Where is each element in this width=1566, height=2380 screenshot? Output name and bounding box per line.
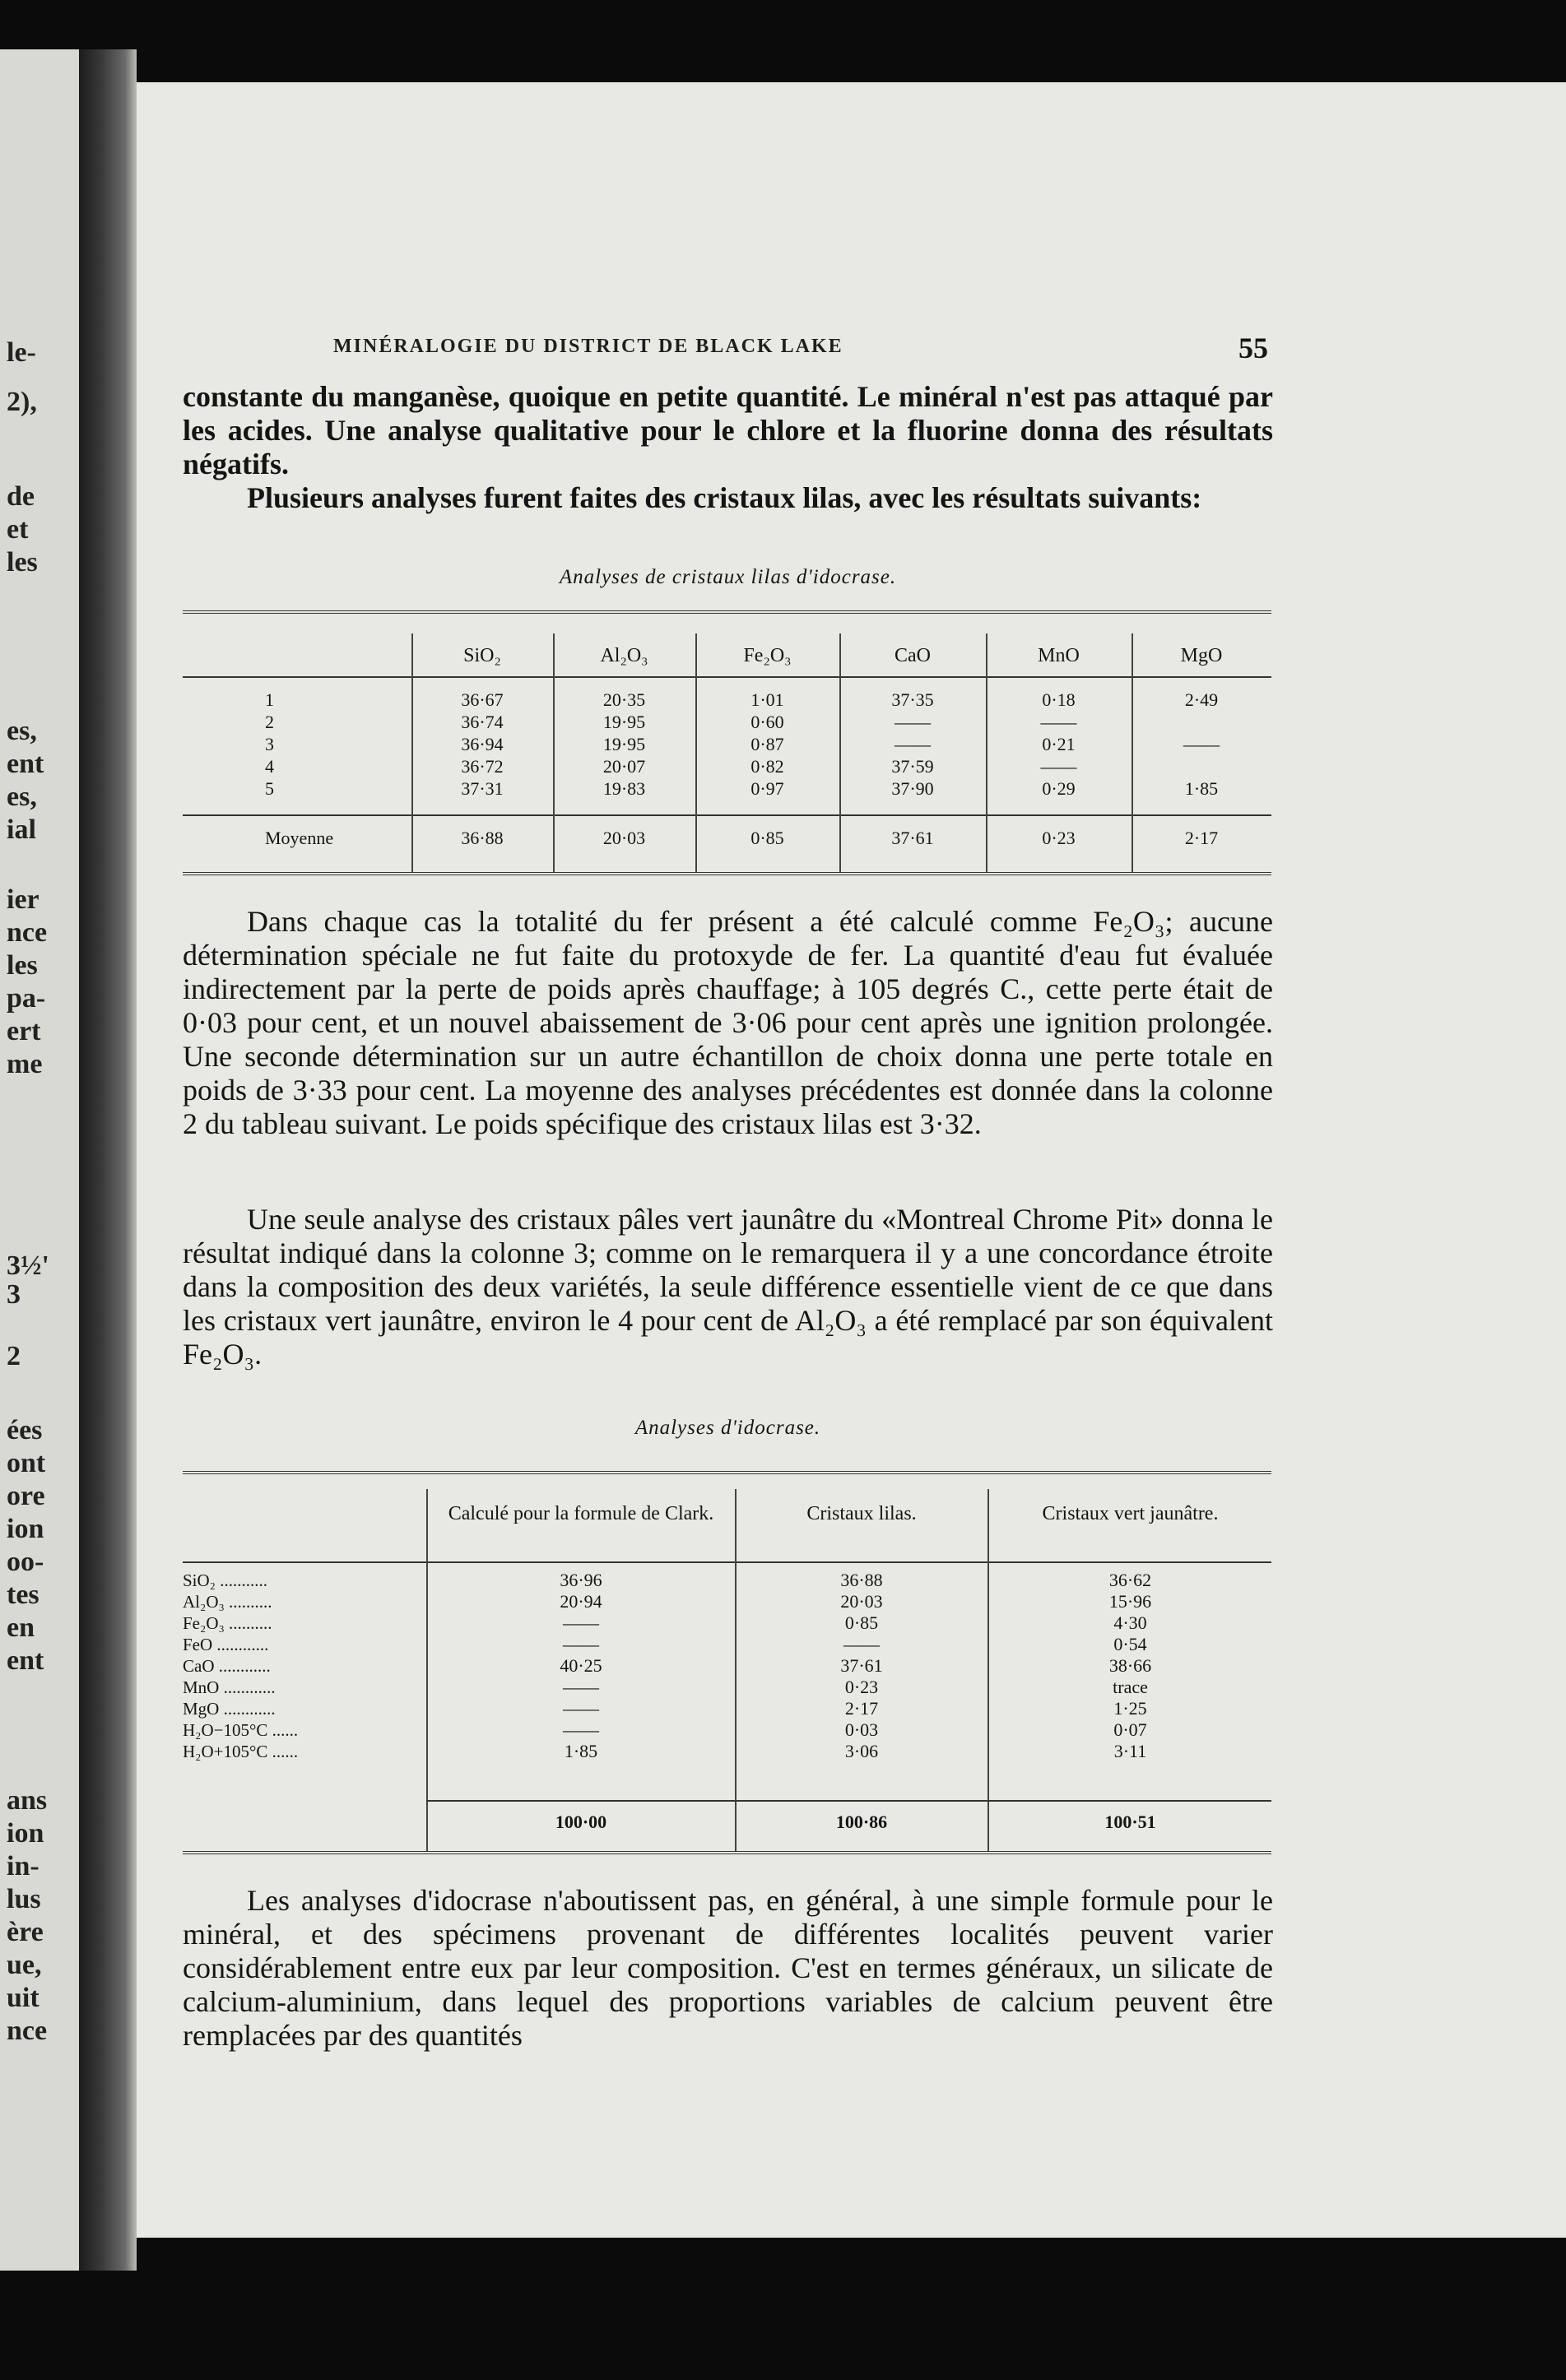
table1-cell: 20·35: [602, 689, 646, 710]
table1-mean-cell: 20·03: [602, 828, 646, 848]
facing-page-fragment: ion: [7, 1514, 44, 1544]
table1-header-cell: MnO: [1038, 645, 1080, 666]
paragraph-2: Plusieurs analyses furent faites des cristaux lilas, avec les résultats suivants:: [247, 481, 1202, 514]
table1-bottom-rule: [183, 872, 1271, 875]
facing-page-fragment: en: [7, 1612, 35, 1643]
table1-cell: ——: [1040, 712, 1077, 732]
table1-cell: 19·95: [602, 734, 646, 754]
facing-page-fragment: es,: [7, 782, 37, 812]
table1-cell: 20·07: [602, 756, 646, 777]
table1-cell: 19·95: [602, 712, 646, 732]
table1-cell: 1·85: [1184, 778, 1219, 799]
paragraph-5: Les analyses d'idocrase n'aboutissent pas, en général, à une simple formule pour le minéral, et des spécimens provenant de différentes localités peuvent varier considérablement entre eux par leur composition. C'est en termes généraux, un silicate de calcium-aluminium, dans lequel des proportions variables de calcium peuvent être remplacées par des quantités: [183, 1884, 1273, 2052]
table2-header-calc: Calculé pour la formule de Clark.: [448, 1503, 714, 1524]
facing-page-fragment: es,: [7, 716, 37, 746]
table2-total-lilas: 100·86: [835, 1812, 888, 1832]
facing-page-fragment: ial: [7, 814, 36, 845]
table1-row-label: 4: [265, 756, 274, 777]
table1-cell: 36·94: [461, 734, 504, 754]
table1-mean-label: Moyenne: [265, 828, 334, 848]
facing-page-fragment: et: [7, 514, 29, 545]
table1-cell: 0·18: [1042, 689, 1076, 710]
book-gutter: [79, 49, 137, 2271]
table1-cell: 0·87: [750, 734, 784, 754]
table1-header-cell: MgO: [1180, 645, 1223, 666]
table1-cell: 1·01: [750, 689, 784, 710]
table2-col-lilas: 36·88 20·03 0·85 —— 37·61 0·23 2·17 0·03 3·06: [840, 1570, 883, 1761]
table1-row-label: 1: [265, 689, 274, 710]
table1-mean-cell: 36·88: [461, 828, 504, 848]
facing-page-fragment: ion: [7, 1818, 44, 1849]
table1-cell: ——: [895, 712, 931, 732]
facing-page-fragment: nce: [7, 2016, 48, 2046]
table1-cell: 2·49: [1184, 689, 1219, 710]
facing-page-fragment: tes: [7, 1580, 39, 1610]
table2-col-vert: 36·62 15·96 4·30 0·54 38·66 trace 1·25 0·07 3·11: [1108, 1570, 1152, 1761]
table1-caption: Analyses de cristaux lilas d'idocrase.: [559, 566, 897, 588]
table1-cell: ——: [1183, 734, 1220, 754]
table1-cell: 0·60: [750, 712, 784, 732]
table1-cell: ——: [895, 734, 931, 754]
facing-page-fragment: me: [7, 1049, 43, 1079]
table1-mean-cell: 2·17: [1184, 828, 1219, 848]
facing-page-fragment: ent: [7, 1645, 44, 1676]
table2-header-lilas: Cristaux lilas.: [806, 1503, 917, 1524]
table2-bottom-rule: [183, 1851, 1271, 1854]
facing-page-fragment: ert: [7, 1016, 41, 1046]
facing-page-edge: [0, 49, 79, 2271]
facing-page-fragment: lus: [7, 1884, 41, 1914]
paragraph-3: Dans chaque cas la totalité du fer présent a été calculé comme Fe₂O₃; aucune détermination spéciale ne fut faite du protoxyde de fer. La quantité d'eau fut évaluée indirectement par la perte de poids après chauffage; à 105 degrés C., cette perte était de 0·03 pour cent, et un nouvel abaissement de 3·06 pour cent après une ignition prolongée. Une seconde détermination sur un autre échantillon de choix donna une perte totale en poids de 3·33 pour cent. La moyenne des analyses précédentes est donnée dans la colonne 2 du tableau suivant. Le poids spécifique des cristaux lilas est 3·32.: [183, 905, 1273, 1140]
facing-page-fragment: oo-: [7, 1547, 44, 1577]
table1-mean-cell: 0·23: [1042, 828, 1076, 848]
table1-mean-cell: 0·85: [750, 828, 784, 848]
facing-page-fragment: de: [7, 481, 35, 512]
table1-row-label: 3: [265, 734, 274, 754]
table1-cell: 37·90: [891, 778, 934, 799]
table1-cell: 0·97: [750, 778, 784, 799]
table1-cell: 0·21: [1042, 734, 1076, 754]
facing-page-fragment: ore: [7, 1481, 45, 1511]
facing-page-fragment: les: [7, 950, 38, 981]
table1-header-cell: Fe₂O₃: [743, 645, 792, 666]
facing-page-fragment: ans: [7, 1785, 48, 1816]
table1-cell: 36·72: [461, 756, 504, 777]
table2-row-labels: SiO₂ ........... Al₂O₃ .......... Fe₂O₃ .......... FeO ............ CaO ............ MnO ............ MgO ............ H₂O−105°C ...... H₂O+105°C ......: [183, 1570, 299, 1761]
facing-page-fragment: ue,: [7, 1950, 42, 1980]
table1-row-label: 2: [265, 712, 274, 732]
table1-row-label: 5: [265, 778, 274, 799]
facing-page-fragment: ées: [7, 1415, 43, 1445]
table2-header-rule: [183, 1561, 1271, 1563]
paragraph-1: constante du manganèse, quoique en petite quantité. Le minéral n'est pas attaqué par les acides. Une analyse qualitative pour le chlore et la fluorine donna des résultats négatifs.: [183, 380, 1273, 480]
table1-cell: 37·31: [461, 778, 504, 799]
running-head: MINÉRALOGIE DU DISTRICT DE BLACK LAKE: [333, 336, 843, 357]
table1-cell: 0·29: [1042, 778, 1076, 799]
facing-page-fragment: nce: [7, 917, 48, 948]
facing-page-fragment: le-: [7, 337, 36, 368]
table1-cell: ——: [1040, 756, 1077, 777]
table2-header-vert: Cristaux vert jaunâtre.: [1042, 1503, 1219, 1524]
facing-page-fragment: ent: [7, 749, 44, 779]
facing-page-fragment: in-: [7, 1851, 39, 1881]
table1-header-cell: Al₂O₃: [600, 645, 648, 666]
facing-page-fragment: les: [7, 547, 38, 578]
table1-cell: 19·83: [602, 778, 646, 799]
table2-top-rule: [183, 1471, 1271, 1474]
table1-cell: 37·35: [891, 689, 934, 710]
table1-cell: 0·82: [750, 756, 784, 777]
facing-page-fragment: 2: [7, 1341, 21, 1371]
table2-total-rule: [426, 1800, 1271, 1802]
table1-header-cell: SiO₂: [463, 645, 501, 666]
paragraph-4: Une seule analyse des cristaux pâles vert jaunâtre du «Montreal Chrome Pit» donna le résultat indiqué dans la colonne 3; comme on le remarquera il y a une concordance étroite dans la composition des deux variétés, la seule différence essentielle vient de ce que dans les cristaux vert jaunâtre, environ le 4 pour cent de Al₂O₃ a été remplacé par son équivalent Fe₂O₃.: [183, 1203, 1273, 1371]
facing-page-fragment: ont: [7, 1448, 46, 1478]
table2-total-calc: 100·00: [555, 1812, 607, 1832]
table2-total-vert: 100·51: [1104, 1812, 1156, 1832]
facing-page-fragment: 2),: [7, 387, 37, 417]
table1-cell: 37·59: [891, 756, 934, 777]
table1-mean-cell: 37·61: [891, 828, 934, 848]
facing-page-fragment: ier: [7, 884, 39, 915]
table1-top-rule: [183, 610, 1271, 614]
facing-page-fragment: 3½': [7, 1250, 49, 1281]
facing-page-fragment: uit: [7, 1983, 39, 2013]
table2-caption: Analyses d'idocrase.: [634, 1417, 821, 1439]
facing-page-fragment: 3: [7, 1279, 21, 1310]
table1-header-cell: CaO: [895, 645, 931, 666]
table1-cell: 36·74: [461, 712, 504, 732]
table1-mean-rule: [183, 814, 1271, 816]
table1-header-rule: [183, 676, 1271, 678]
table1-cell: 36·67: [461, 689, 504, 710]
page-number: 55: [1238, 332, 1268, 364]
facing-page-fragment: ère: [7, 1917, 44, 1947]
table2-col-calc: 36·96 20·94 —— —— 40·25 —— —— —— 1·85: [560, 1570, 602, 1761]
facing-page-fragment: pa-: [7, 983, 46, 1014]
